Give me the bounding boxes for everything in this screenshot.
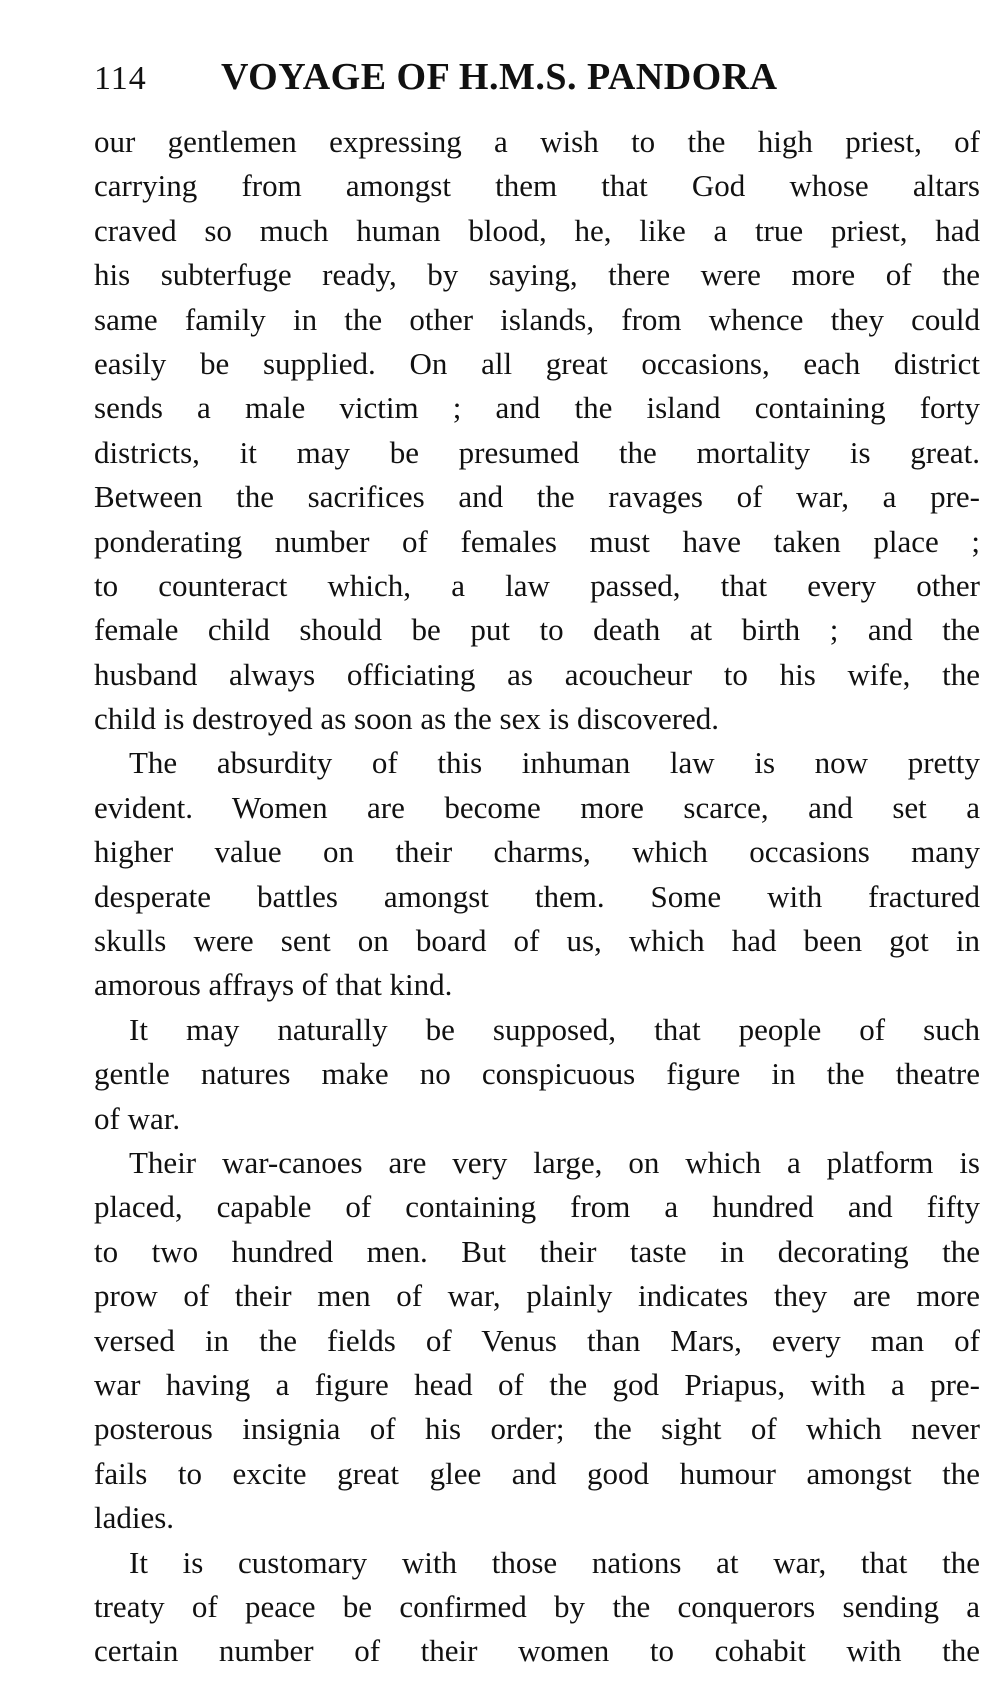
text-line: easily be supplied. On all great occasions, each district <box>94 345 980 381</box>
text-line: war having a figure head of the god Priapus, with a pre- <box>94 1366 980 1402</box>
text-line: ladies. <box>94 1500 175 1536</box>
text-line: districts, it may be presumed the mortality is great. <box>94 434 980 470</box>
text-line: placed, capable of containing from a hundred and fifty <box>94 1189 980 1225</box>
text-line: female child should be put to death at birth ; and the <box>94 612 980 648</box>
text-line: to two hundred men. But their taste in decorating the <box>94 1233 980 1269</box>
text-line: our gentlemen expressing a wish to the high priest, of <box>94 124 980 159</box>
text-line: Between the sacrifices and the ravages of war, a pre- <box>94 479 980 515</box>
text-line: It may naturally be supposed, that people of such <box>129 1011 980 1047</box>
text-line: It is customary with those nations at war, that the <box>129 1544 980 1580</box>
text-line: prow of their men of war, plainly indicates they are more <box>94 1278 980 1314</box>
running-title: VOYAGE OF H.M.S. PANDORA <box>221 56 778 98</box>
text-line: posterous insignia of his order; the sight of which never <box>94 1411 980 1447</box>
text-line: versed in the fields of Venus than Mars, every man of <box>94 1322 980 1358</box>
text-line: of war. <box>94 1100 181 1136</box>
text-line: desperate battles amongst them. Some with fractured <box>94 878 980 914</box>
text-line: Their war-canoes are very large, on which a platform is <box>129 1144 980 1180</box>
text-line: sends a male victim ; and the island containing forty <box>94 390 980 426</box>
text-line: same family in the other islands, from whence they could <box>94 301 980 337</box>
text-line: higher value on their charms, which occasions many <box>94 834 980 870</box>
text-line: The absurdity of this inhuman law is now pretty <box>129 745 980 781</box>
text-line: ponderating number of females must have taken place ; <box>94 523 980 559</box>
page-number: 114 <box>94 60 147 97</box>
text-line: fails to excite great glee and good humour amongst the <box>94 1455 980 1491</box>
text-line: husband always officiating as acoucheur to his wife, the <box>94 656 980 692</box>
text-line: child is destroyed as soon as the sex is discovered. <box>94 701 720 737</box>
text-line: carrying from amongst them that God whose altars <box>94 168 980 204</box>
text-line: evident. Women are become more scarce, and set a <box>94 789 980 825</box>
text-line: treaty of peace be confirmed by the conquerors sending a <box>94 1588 980 1624</box>
body-text <box>94 120 980 1674</box>
text-line: skulls were sent on board of us, which had been got in <box>94 923 980 959</box>
text-line: gentle natures make no conspicuous figure in the theatre <box>94 1056 980 1092</box>
text-line: craved so much human blood, he, like a true priest, had <box>94 212 980 248</box>
text-line: his subterfuge ready, by saying, there were more of the <box>94 257 980 293</box>
text-line: amorous affrays of that kind. <box>94 967 453 1003</box>
text-line: to counteract which, a law passed, that every other <box>94 567 980 603</box>
page-header <box>94 52 974 102</box>
text-line: certain number of their women to cohabit with the <box>94 1633 980 1669</box>
